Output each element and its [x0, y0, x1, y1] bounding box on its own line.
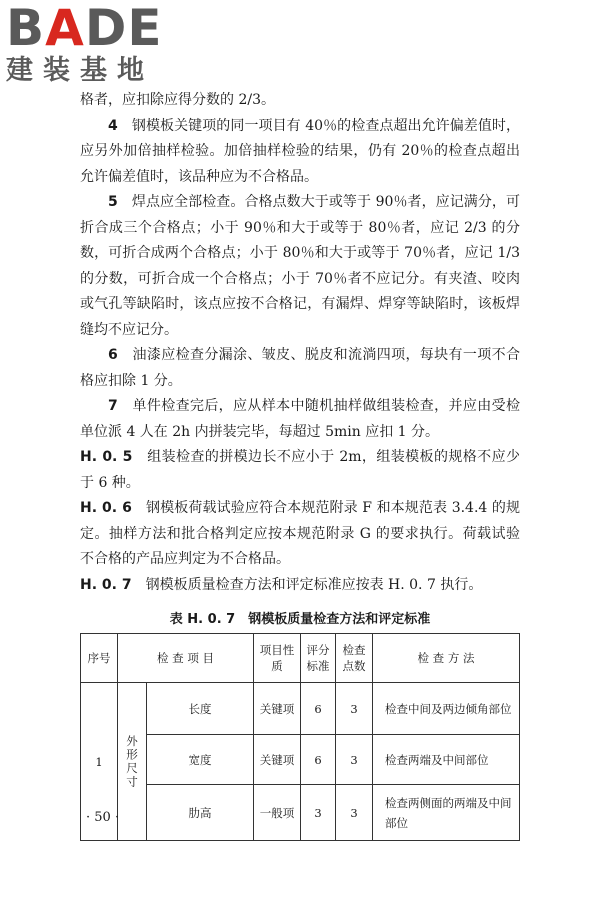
table-row: [81, 683, 520, 735]
cell-item: 宽度: [147, 735, 254, 785]
header-item: 检 查 项 目: [118, 634, 254, 683]
header-score: 评分标准: [301, 634, 336, 683]
item-paragraph: 4 钢模板关键项的同一项目有 40％的检查点超出允许偏差值时，应另外加倍抽样检验。加倍抽样检验的结果，仍有 20％的检查点超出允许偏差值时，该品种应为不合格品。: [80, 117, 521, 185]
group-label: 外形尺寸: [125, 734, 139, 789]
paragraph-continuation: 格者，应扣除应得分数的 2/3。: [80, 92, 275, 108]
cell-item: 肋高: [147, 785, 254, 841]
cell-nature: 关键项: [254, 735, 301, 785]
header-seq: 序号: [81, 634, 118, 683]
header-nature: 项目性质: [254, 634, 301, 683]
cell-group: [118, 683, 147, 841]
page-number: · 50 ·: [86, 810, 120, 825]
cell-method: 检查中间及两边倾角部位: [373, 683, 520, 735]
clause-paragraph: H. 0. 5 组装检查的拼模边长不应小于 2m，组装模板的规格不应少于 6 种。: [80, 449, 520, 491]
table-row: [81, 785, 520, 841]
site-logo: [6, 2, 181, 86]
cell-nature: 一般项: [254, 785, 301, 841]
item-paragraph: 7 单件检查完后，应从样本中随机抽样做组装检查，并应由受检单位派 4 人在 2h 内拼装完毕，每超过 5min 应扣 1 分。: [80, 398, 521, 440]
cell-score: 3: [301, 785, 336, 841]
logo-subtitle: 建装基地: [6, 55, 154, 86]
clause-paragraph: H. 0. 7 钢模板质量检查方法和评定标准应按表 H. 0. 7 执行。: [80, 576, 483, 593]
header-points: 检查点数: [336, 634, 373, 683]
cell-method: 检查两侧面的两端及中间部位: [373, 785, 520, 841]
cell-item: 长度: [147, 683, 254, 735]
cell-score: 6: [301, 735, 336, 785]
cell-score: 6: [301, 683, 336, 735]
cell-seq: 1: [81, 683, 118, 841]
table-header-row: [81, 634, 520, 683]
cell-method: 检查两端及中间部位: [373, 735, 520, 785]
cell-nature: 关键项: [254, 683, 301, 735]
inspection-table: [80, 633, 520, 841]
cell-points: 3: [336, 735, 373, 785]
header-method: 检 查 方 法: [373, 634, 520, 683]
logo-wordmark: BADE: [6, 0, 163, 57]
item-paragraph: 5 焊点应全部检查。合格点数大于或等于 90％者，应记满分，可折合成三个合格点；小于 90％和大于或等于 80％者，应记 2/3 的分数，可折合成两个合格点；小于 80％和大于或等于 70％者，应记 1/3 的分数，可折合成一个合格点；小于 70％者不应记分。有夹渣、咬肉或气孔等缺陷时，该点应按不合格记，有漏焊、焊穿等缺陷时，该板焊缝均不应记分。: [80, 194, 521, 338]
cell-points: 3: [336, 785, 373, 841]
table-row: [81, 735, 520, 785]
document-body: [80, 88, 520, 841]
item-paragraph: 6 油漆应检查分漏涂、皱皮、脱皮和流淌四项，每块有一项不合格应扣除 1 分。: [80, 347, 521, 389]
cell-points: 3: [336, 683, 373, 735]
table-title: 表 H. 0. 7 钢模板质量检查方法和评定标准: [169, 612, 431, 627]
clause-paragraph: H. 0. 6 钢模板荷载试验应符合本规范附录 F 和本规范表 3.4.4 的规定。抽样方法和批合格判定应按本规范附录 G 的要求执行。荷载试验不合格的产品应判定为不合格品。: [80, 500, 520, 567]
